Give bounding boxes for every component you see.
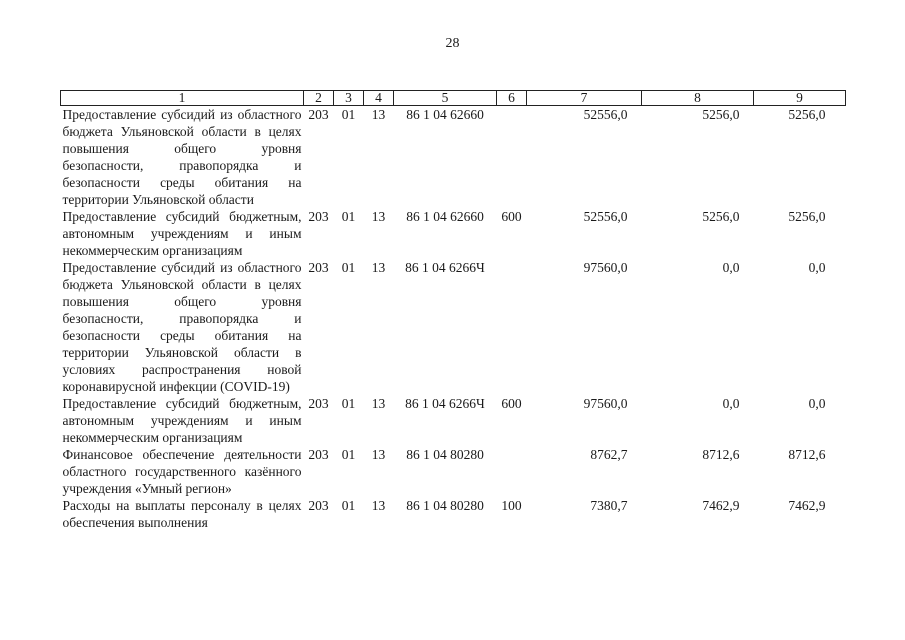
table-row	[61, 208, 846, 259]
cell-amount-2: 0,0	[722, 260, 740, 275]
page-number: 28	[445, 36, 460, 51]
cell-target-article: 86 1 04 62660	[406, 209, 484, 224]
cell-amount-1: 8762,7	[590, 447, 628, 462]
cell-amount-1: 97560,0	[583, 396, 628, 411]
cell-expense-type: 600	[501, 209, 522, 224]
cell-subsection: 13	[371, 260, 386, 275]
table-header-row	[61, 91, 846, 106]
cell-subsection: 13	[371, 447, 386, 462]
cell-expense-type	[497, 259, 527, 395]
cell-chapter: 203	[308, 107, 329, 122]
cell-expense-type: 100	[501, 498, 522, 513]
column-header: 7	[527, 91, 642, 106]
cell-amount-3: 0,0	[808, 396, 826, 411]
cell-amount-1: 52556,0	[583, 209, 628, 224]
cell-section: 01	[341, 260, 356, 275]
cell-chapter: 203	[308, 260, 329, 275]
row-name: Предоставление субсидий бюджетным, автономным учреждениям и иным некоммерческим организациям	[62, 209, 302, 258]
table-row	[61, 106, 846, 209]
column-header: 2	[304, 91, 334, 106]
column-header: 8	[642, 91, 754, 106]
cell-subsection: 13	[371, 498, 386, 513]
cell-expense-type	[497, 446, 527, 497]
cell-amount-2: 8712,6	[702, 447, 740, 462]
column-header: 6	[497, 91, 527, 106]
row-name: Предоставление субсидий из областного бюджета Ульяновской области в целях повышения общего уровня безопасности, правопорядка и безопасности среды обитания на территории Ульяновской области	[62, 107, 302, 207]
cell-subsection: 13	[371, 396, 386, 411]
column-header: 4	[364, 91, 394, 106]
cell-section: 01	[341, 447, 356, 462]
cell-amount-3: 7462,9	[788, 498, 826, 513]
cell-target-article: 86 1 04 6266Ч	[405, 396, 485, 411]
cell-expense-type: 600	[501, 396, 522, 411]
cell-section: 01	[341, 209, 356, 224]
cell-subsection: 13	[371, 209, 386, 224]
column-header: 1	[61, 91, 304, 106]
cell-amount-2: 0,0	[722, 396, 740, 411]
cell-amount-2: 5256,0	[702, 209, 740, 224]
cell-amount-1: 97560,0	[583, 260, 628, 275]
table-row	[61, 259, 846, 395]
table-row	[61, 446, 846, 497]
cell-section: 01	[341, 498, 356, 513]
cell-target-article: 86 1 04 6266Ч	[405, 260, 485, 275]
cell-amount-3: 0,0	[808, 260, 826, 275]
cell-amount-3: 5256,0	[788, 107, 826, 122]
column-header: 9	[754, 91, 846, 106]
row-name: Предоставление субсидий из областного бюджета Ульяновской области в целях повышения общего уровня безопасности, правопорядка и безопасности среды обитания на территории Ульяновской области в условиях распространения новой коронавирусной инфекции (COVID-19)	[62, 260, 302, 394]
row-name: Предоставление субсидий бюджетным, автономным учреждениям и иным некоммерческим организациям	[62, 396, 302, 445]
budget-table	[60, 90, 846, 531]
cell-target-article: 86 1 04 80280	[406, 498, 484, 513]
cell-amount-1: 7380,7	[590, 498, 628, 513]
column-header: 3	[334, 91, 364, 106]
cell-amount-2: 7462,9	[702, 498, 740, 513]
cell-amount-3: 5256,0	[788, 209, 826, 224]
cell-amount-2: 5256,0	[702, 107, 740, 122]
cell-amount-3: 8712,6	[788, 447, 826, 462]
cell-section: 01	[341, 396, 356, 411]
cell-target-article: 86 1 04 62660	[406, 107, 484, 122]
column-header: 5	[394, 91, 497, 106]
cell-chapter: 203	[308, 209, 329, 224]
table-row	[61, 497, 846, 531]
cell-subsection: 13	[371, 107, 386, 122]
row-name: Расходы на выплаты персоналу в целях обеспечения выполнения	[62, 498, 302, 530]
cell-target-article: 86 1 04 80280	[406, 447, 484, 462]
cell-chapter: 203	[308, 396, 329, 411]
cell-expense-type	[497, 106, 527, 209]
table-row	[61, 395, 846, 446]
cell-amount-1: 52556,0	[583, 107, 628, 122]
cell-chapter: 203	[308, 498, 329, 513]
cell-section: 01	[341, 107, 356, 122]
cell-chapter: 203	[308, 447, 329, 462]
row-name: Финансовое обеспечение деятельности областного государственного казённого учреждения «Умный регион»	[62, 447, 302, 496]
